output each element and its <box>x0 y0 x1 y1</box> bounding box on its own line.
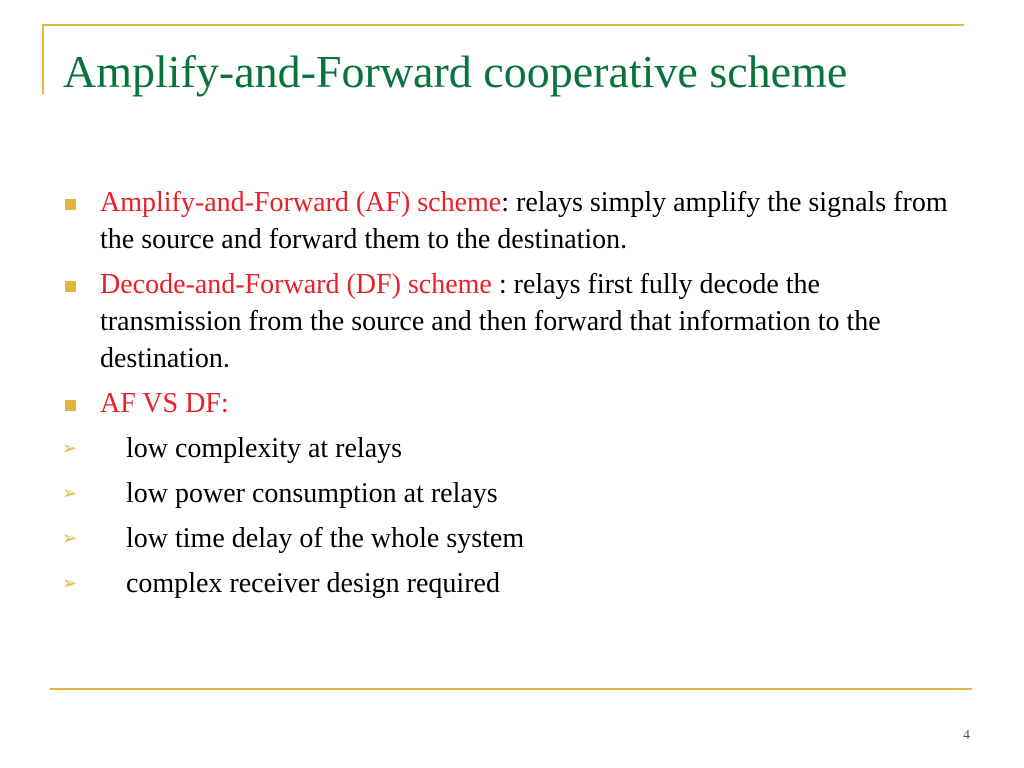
bullet-highlight: Amplify-and-Forward (AF) scheme <box>100 187 502 218</box>
bullet-item-df <box>62 266 962 377</box>
arrow-bullet-icon: ➢ <box>62 573 78 594</box>
slide-content <box>62 184 962 610</box>
sub-bullet-item <box>62 475 962 512</box>
arrow-bullet-icon: ➢ <box>62 438 78 459</box>
top-rule <box>42 24 964 26</box>
bullet-highlight: Decode-and-Forward (DF) scheme <box>100 269 492 300</box>
bullet-item-comparison <box>62 385 962 422</box>
sub-bullet-text: complex receiver design required <box>126 568 500 599</box>
arrow-bullet-icon: ➢ <box>62 483 78 504</box>
bullet-highlight: AF VS DF: <box>100 388 229 419</box>
sub-bullet-text: low complexity at relays <box>126 433 403 464</box>
bottom-rule <box>50 688 972 690</box>
sub-bullet-text: low time delay of the whole system <box>126 523 525 554</box>
page-number: 4 <box>963 728 970 743</box>
arrow-bullet-icon: ➢ <box>62 528 78 549</box>
slide-title: Amplify-and-Forward cooperative scheme <box>63 46 848 97</box>
square-bullet-icon <box>65 281 76 292</box>
sub-bullet-text: low power consumption at relays <box>126 478 498 509</box>
bullet-text: : relays first fully decode the transmission from the source and then forward that information to the destination. <box>100 269 881 374</box>
bullet-text: : relays simply amplify the signals from the source and forward them to the destination. <box>100 187 948 255</box>
sub-bullet-item <box>62 430 962 467</box>
left-rule <box>42 24 44 94</box>
sub-bullet-item <box>62 520 962 557</box>
bullet-item-af <box>62 184 962 258</box>
square-bullet-icon <box>65 400 76 411</box>
sub-bullet-item <box>62 565 962 602</box>
square-bullet-icon <box>65 199 76 210</box>
